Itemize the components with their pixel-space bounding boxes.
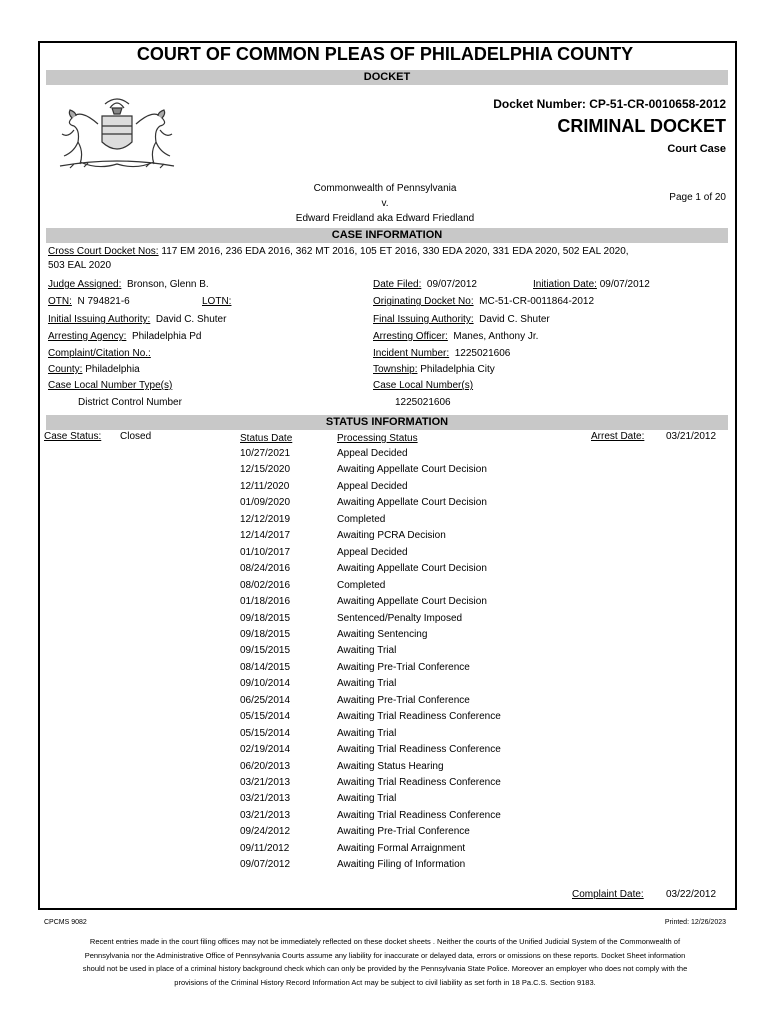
final-issuing-authority — [373, 314, 550, 325]
date-filed-value: 09/07/2012 — [426, 279, 477, 290]
judge-assigned — [48, 279, 209, 290]
status-date: 12/14/2017 — [240, 530, 291, 541]
status-date: 12/11/2020 — [240, 481, 290, 492]
case-kind: Court Case — [667, 143, 726, 155]
status-date: 12/15/2020 — [240, 464, 291, 475]
docket-number: Docket Number: CP-51-CR-0010658-2012 — [493, 97, 726, 111]
status-date: 05/15/2014 — [240, 728, 291, 739]
final-auth-value: David C. Shuter — [479, 314, 550, 325]
status-date: 12/12/2019 — [240, 514, 291, 525]
lotn-label: LOTN: — [202, 296, 232, 307]
orig-docket-label: Originating Docket No: — [373, 296, 474, 307]
processing-status: Awaiting Pre-Trial Conference — [337, 826, 470, 837]
plaintiff: Commonwealth of Pennsylvania — [313, 183, 457, 194]
processing-status: Awaiting Trial Readiness Conference — [337, 744, 501, 755]
court-title: COURT OF COMMON PLEAS OF PHILADELPHIA COUNTY — [136, 44, 634, 64]
initiation-date — [533, 279, 650, 290]
processing-status: Awaiting Filing of Information — [337, 859, 466, 870]
processing-status: Awaiting Appellate Court Decision — [337, 497, 487, 508]
status-date: 08/24/2016 — [240, 563, 291, 574]
arrest-date-label: Arrest Date: — [591, 431, 645, 442]
otn-value: N 794821-6 — [77, 296, 130, 307]
cross-court-dockets — [48, 246, 629, 257]
processing-status: Awaiting Trial — [337, 645, 397, 656]
initial-issuing-authority — [48, 314, 226, 325]
incident-value: 1225021606 — [454, 348, 511, 359]
status-date: 06/25/2014 — [240, 695, 291, 706]
processing-status: Awaiting Trial Readiness Conference — [337, 810, 501, 821]
judge-value: Bronson, Glenn B. — [126, 279, 209, 290]
processing-status: Sentenced/Penalty Imposed — [337, 613, 463, 624]
case-local-type-value: District Control Number — [78, 397, 182, 408]
processing-status: Awaiting Trial Readiness Conference — [337, 711, 501, 722]
processing-status: Awaiting Status Hearing — [337, 761, 444, 772]
originating-docket — [373, 296, 594, 307]
processing-status: Awaiting Appellate Court Decision — [337, 596, 487, 607]
processing-status: Awaiting PCRA Decision — [337, 530, 446, 541]
arresting-agency-label: Arresting Agency: — [48, 331, 127, 342]
processing-status: Awaiting Appellate Court Decision — [337, 563, 487, 574]
initial-auth-label: Initial Issuing Authority: — [48, 314, 151, 325]
status-date: 10/27/2021 — [240, 448, 291, 459]
county-label: County: — [48, 364, 83, 375]
case-local-number-value: 1225021606 — [395, 397, 451, 408]
arresting-agency-value: Philadelphia Pd — [131, 331, 202, 342]
status-date: 09/11/2012 — [240, 843, 290, 854]
date-filed — [373, 279, 477, 290]
form-id: CPCMS 9082 — [44, 919, 87, 926]
initial-auth-value: David C. Shuter — [155, 314, 227, 325]
county-value: Philadelphia — [85, 364, 140, 375]
docket-type: CRIMINAL DOCKET — [557, 116, 726, 136]
status-date: 09/18/2015 — [240, 629, 291, 640]
arresting-officer-value: Manes, Anthony Jr. — [453, 331, 539, 342]
status-information-bar: STATUS INFORMATION — [46, 415, 728, 430]
township-label: Township: — [373, 364, 418, 375]
cross-court-label: Cross Court Docket Nos: — [48, 246, 159, 257]
status-date: 08/02/2016 — [240, 580, 291, 591]
initiation-value: 09/07/2012 — [599, 279, 650, 290]
complaint-date-value: 03/22/2012 — [666, 889, 717, 900]
disclaimer: Recent entries made in the court filing offices may not be immediately reflected on these docket sheets . Neither the courts of the Unified Judicial System of the Commonwealth of Pennsylvania nor the Administrative Office of Pennsylvania Courts assume any liability for inaccurate or delayed data, errors or omissions on these reports. Docket Sheet information should not be used in place of a criminal history background check which can only be provided by the Pennsylvania State Police. Moreover an employer who does not comply with the provisions of the Criminal History Record Information Act may be subject to civil liability as set forth in 18 Pa.C.S. Section 9183. — [82, 937, 688, 987]
defendant: Edward Freidland aka Edward Friedland — [295, 213, 475, 224]
processing-status: Awaiting Appellate Court Decision — [337, 464, 487, 475]
county — [48, 364, 140, 375]
initiation-label: Initiation Date: — [533, 279, 597, 290]
date-filed-label: Date Filed: — [373, 279, 422, 290]
processing-status: Awaiting Trial — [337, 678, 397, 689]
processing-status: Appeal Decided — [337, 448, 408, 459]
status-date: 08/14/2015 — [240, 662, 291, 673]
status-date: 03/21/2013 — [240, 777, 291, 788]
status-date: 09/24/2012 — [240, 826, 291, 837]
township — [373, 364, 495, 375]
status-date: 06/20/2013 — [240, 761, 291, 772]
status-date: 05/15/2014 — [240, 711, 291, 722]
processing-status: Appeal Decided — [337, 481, 408, 492]
page-indicator: Page 1 of 20 — [669, 192, 726, 203]
status-date: 01/10/2017 — [240, 547, 291, 558]
status-date: 09/15/2015 — [240, 645, 291, 656]
status-date: 03/21/2013 — [240, 810, 291, 821]
arresting-officer-label: Arresting Officer: — [373, 331, 448, 342]
arresting-officer — [373, 331, 538, 342]
status-date: 09/07/2012 — [240, 859, 291, 870]
processing-status: Awaiting Trial Readiness Conference — [337, 777, 501, 788]
case-information-bar: CASE INFORMATION — [46, 228, 728, 243]
otn — [48, 296, 130, 307]
processing-status: Awaiting Formal Arraignment — [337, 843, 466, 854]
case-local-type-label: Case Local Number Type(s) — [48, 380, 173, 391]
processing-status: Awaiting Trial — [337, 728, 397, 739]
final-auth-label: Final Issuing Authority: — [373, 314, 474, 325]
cross-court-value: 117 EM 2016, 236 EDA 2016, 362 MT 2016, 105 ET 2016, 330 EDA 2020, 331 EDA 2020, 502 EAL 2020, — [158, 246, 629, 257]
otn-label: OTN: — [48, 296, 72, 307]
processing-status: Awaiting Trial — [337, 793, 397, 804]
arrest-date-value: 03/21/2012 — [666, 431, 717, 442]
case-status-value: Closed — [120, 431, 152, 442]
case-local-number-label: Case Local Number(s) — [373, 380, 474, 391]
status-date: 02/19/2014 — [240, 744, 291, 755]
status-date: 01/18/2016 — [240, 596, 291, 607]
processing-status: Awaiting Sentencing — [337, 629, 428, 640]
pennsylvania-seal-icon — [50, 94, 185, 181]
status-date: 09/10/2014 — [240, 678, 291, 689]
judge-label: Judge Assigned: — [48, 279, 122, 290]
printed-date: Printed: 12/26/2023 — [664, 919, 726, 926]
status-date: 09/18/2015 — [240, 613, 291, 624]
status-date: 03/21/2013 — [240, 793, 291, 804]
processing-status: Completed — [337, 580, 386, 591]
township-value: Philadelphia City — [420, 364, 495, 375]
incident-label: Incident Number: — [373, 348, 450, 359]
processing-status-header: Processing Status — [337, 433, 418, 444]
orig-docket-value: MC-51-CR-0011864-2012 — [479, 296, 595, 307]
processing-status: Appeal Decided — [337, 547, 408, 558]
complaint-citation-label: Complaint/Citation No.: — [48, 348, 151, 359]
case-status-label: Case Status: — [44, 431, 102, 442]
processing-status: Awaiting Pre-Trial Conference — [337, 695, 470, 706]
docket-bar: DOCKET — [46, 70, 728, 85]
status-date: 01/09/2020 — [240, 497, 291, 508]
processing-status: Completed — [337, 514, 386, 525]
arresting-agency — [48, 331, 201, 342]
cross-court-value-cont: 503 EAL 2020 — [48, 260, 112, 271]
complaint-date-label: Complaint Date: — [572, 889, 644, 900]
status-date-header: Status Date — [240, 433, 293, 444]
incident-number — [373, 348, 510, 359]
processing-status: Awaiting Pre-Trial Conference — [337, 662, 470, 673]
versus: v. — [381, 198, 389, 209]
